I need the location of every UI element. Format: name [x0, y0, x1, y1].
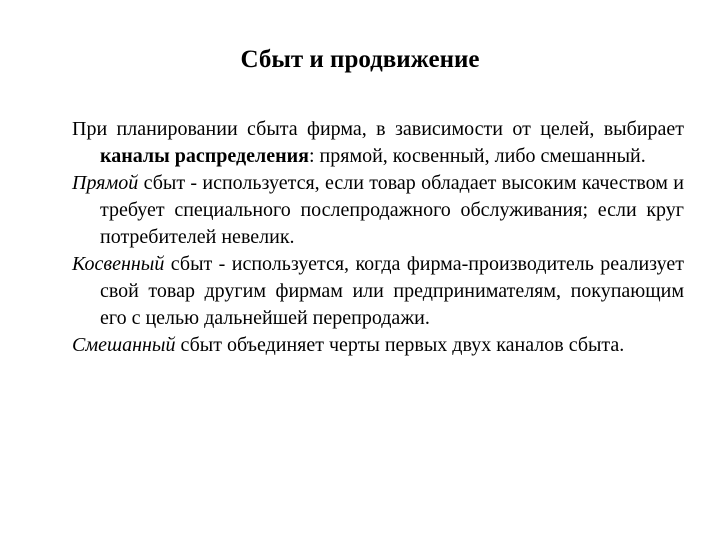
direct-term: Прямой [72, 172, 139, 194]
paragraph-channels-text-a: При планировании сбыта фирма, в зависимости от целей, выбирает [72, 118, 684, 140]
paragraph-mixed-text: сбыт объединяет черты первых двух каналов сбыта. [175, 334, 625, 356]
paragraph-direct-text: сбыт - используется, если товар обладает высоким качеством и требует специального послепродажного обслуживания; если круг потребителей невелик. [100, 172, 684, 248]
slide-title: Сбыт и продвижение [240, 46, 480, 73]
slide-body [72, 116, 684, 359]
paragraph-mixed [72, 332, 684, 359]
paragraph-direct [72, 170, 684, 251]
indirect-term: Косвенный [72, 253, 165, 275]
paragraph-indirect-text: сбыт - используется, когда фирма-производитель реализует свой товар другим фирмам или предпринимателям, покупающим его с целью дальнейшей перепродажи. [100, 253, 684, 329]
paragraph-channels [72, 116, 684, 170]
mixed-term: Смешанный [72, 334, 176, 356]
paragraph-channels-text-b: : прямой, косвенный, либо смешанный. [308, 145, 646, 167]
paragraph-indirect [72, 251, 684, 332]
channels-term: каналы распределения [100, 145, 309, 167]
